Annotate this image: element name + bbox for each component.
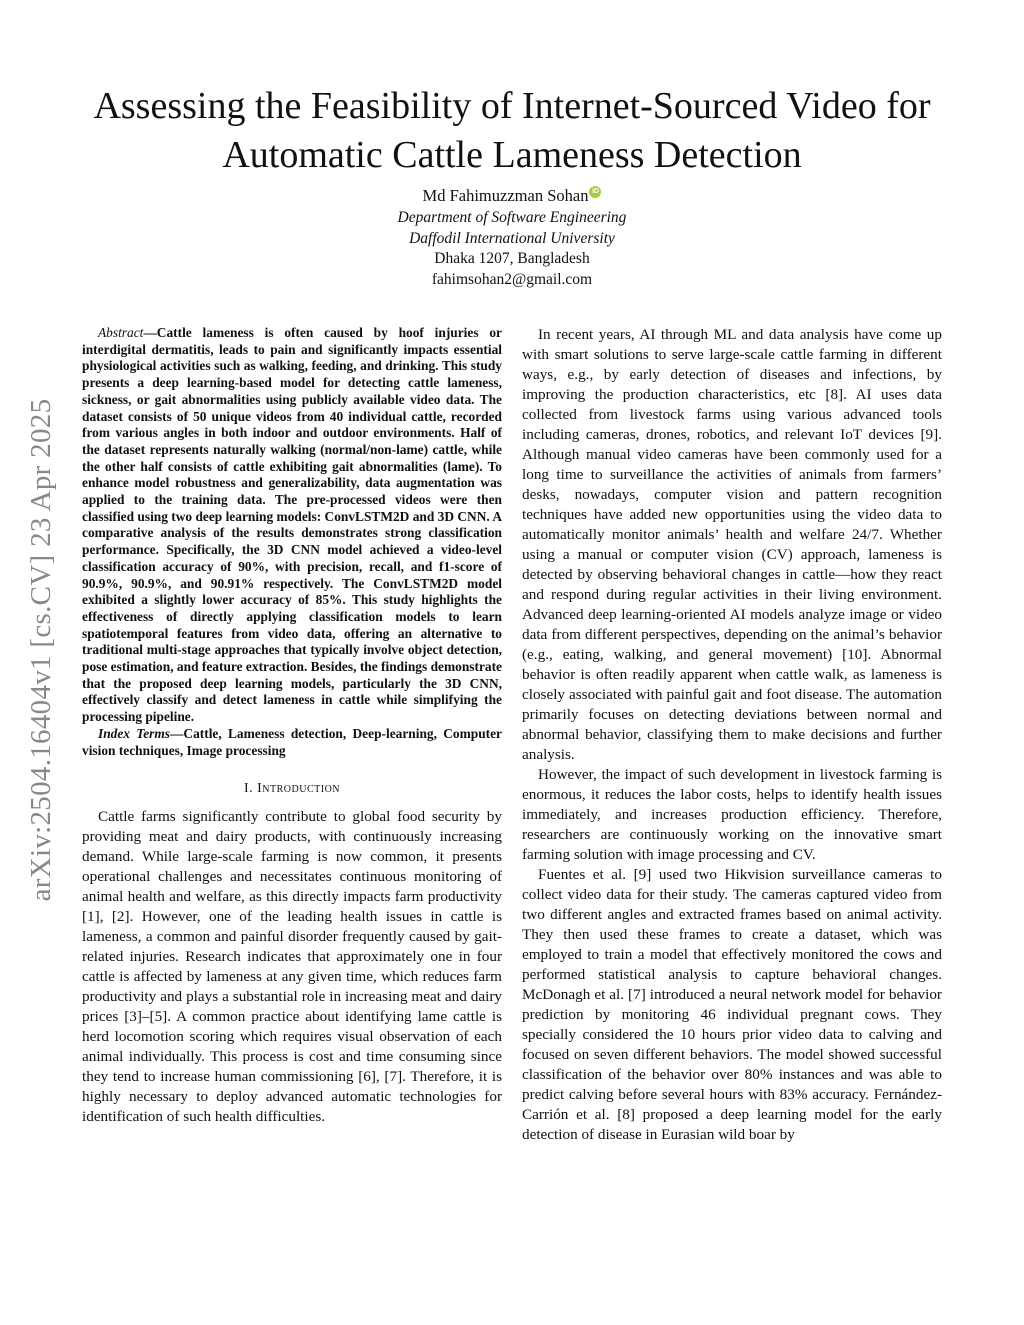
- body-paragraph: However, the impact of such development in livestock farming is enormous, it reduces the labor costs, helps to identify health issues immediately, and increases production efficiency. Therefore, researchers are continuously working on the innovative smart farming solution with image processing and CV.: [522, 766, 942, 863]
- author-university: Daffodil International University: [409, 229, 615, 247]
- author-department: Department of Software Engineering: [397, 208, 627, 226]
- abstract-label: Abstract: [98, 325, 144, 340]
- orcid-icon[interactable]: iD: [589, 186, 601, 198]
- right-column: [522, 325, 942, 1145]
- left-column: [82, 325, 502, 1127]
- author-name: Md Fahimuzzman Sohan: [422, 186, 589, 205]
- arxiv-stamp: arXiv:2504.16404v1 [cs.CV] 23 Apr 2025: [25, 398, 57, 902]
- body-paragraph: Cattle farms significantly contribute to global food security by providing meat and dairy products, with continuously increasing demand. While large-scale farming is now common, it presents operational challenges and necessitates continuous monitoring of animal health and welfare, as this directly impacts farm productivity [1], [2]. However, one of the leading health issues in cattle is lameness, a common and painful disorder frequently caused by gait-related injuries. Research indicates that approximately one in four cattle is affected by lameness at any given time, which reduces farm productivity and plays a substantial role in increasing meat and dairy prices [3]–[5]. A common practice about identifying lame cattle is herd locomotion scoring which requires visual observation of each animal individually. This process is cost and time consuming since they tend to increase human commissioning [6], [7]. Therefore, it is highly necessary to deploy advanced automatic technologies for identification of such health difficulties.: [82, 808, 502, 1126]
- index-terms-label: Index Terms: [98, 725, 171, 741]
- section-number: I.: [243, 781, 258, 797]
- abstract: [82, 325, 502, 726]
- author-block: [200, 186, 824, 291]
- paper-title: Assessing the Feasibility of Internet-Sourced Video for Automatic Cattle Lameness Detection: [93, 85, 931, 176]
- body-paragraph: Fuentes et al. [9] used two Hikvision surveillance cameras to collect video data for their study. The cameras captured video from two different angles and extracted frames based on animal activity. They then used these frames to create a dataset, which was employed to train a model that effectively monitored the cows and performed statistical analysis to capture behavioral changes. McDonagh et al. [7] introduced a neural network model for behavior prediction by monitoring 46 individual pregnant cows. They specially considered the 10 hours prior video data to calving and focused on seven different behaviors. The model showed successful classification of the behavior over 80% instances and was able to predict calving before several hours with 83% accuracy. Fernández-Carrión et al. [8] proposed a deep learning model for the early detection of disease in Eurasian wild boar by: [522, 866, 942, 1143]
- abstract-text: —Cattle lameness is often caused by hoof injuries or interdigital dermatitis, leads to pain and significantly impacts essential physiological activities such as walking, feeding, and drinking. This study presents a deep learning-based model for detecting cattle lameness, sickness, or gait abnormalities using publicly available video data. The dataset consists of 50 unique videos from 40 individual cattle, recorded from various angles in both indoor and outdoor environments. Half of the dataset represents naturally walking (normal/non-lame) cattle, while the other half consists of cattle exhibiting gait abnormalities (lame). To enhance model robustness and generalizability, data augmentation was applied to the training data. The pre-processed videos were then classified using two deep learning models: ConvLSTM2D and 3D CNN. A comparative analysis of the results demonstrates strong classification performance. Specifically, the 3D CNN model achieved a video-level classification accuracy of 90%, with precision, recall, and f1-score of 90.9%, 90.9%, and 90.91% respectively. The ConvLSTM2D model exhibited a slightly lower accuracy of 85%. This study highlights the effectiveness of directly applying classification models to learn spatiotemporal features from video data, offering an alternative to traditional multi-stage approaches that typically involve object detection, pose estimation, and feature extraction. Besides, the findings demonstrate that the proposed deep learning models, particularly the 3D CNN, effectively classify and detect lameness in cattle while simplifying the processing pipeline.: [82, 325, 502, 725]
- body-paragraph: In recent years, AI through ML and data analysis have come up with smart solutions to serve large-scale cattle farming in different ways, e.g., by early detection of diseases and infections, by improving the production characteristics, etc [8]. AI uses data collected from livestock farms using various advanced tools including cameras, drones, robotics, and relevant IoT devices [9]. Although manual video cameras have been commonly used for a long time to surveillance the activities of animals from farmers’ desks, nowadays, computer vision and pattern recognition techniques have added new opportunities using the video data to automatically monitor animals’ health and welfare 24/7. Whether using a manual or computer vision (CV) approach, lameness is detected by observing behavioral changes in cattle—how they react and respond during regular activities in their living environment. Advanced deep learning-oriented AI models analyze image or video data from different perspectives, depending on the animal’s behavior (e.g., eating, walking, and general movement) [10]. Abnormal behavior is often readily apparent when cattle walk, as lameness is closely associated with painful gait and foot disease. The automation primarily focuses on detecting deviations between normal and abnormal behavior, classifying them to make decisions and further analysis.: [522, 326, 942, 763]
- author-email: fahimsohan2@gmail.com: [431, 271, 593, 289]
- section-title: Introduction: [257, 781, 341, 797]
- section-heading: [82, 781, 502, 797]
- index-terms: [82, 726, 502, 759]
- index-terms-text: —Cattle, Lameness detection, Deep-learning, Computer vision techniques, Image processing: [82, 725, 502, 758]
- author-location: Dhaka 1207, Bangladesh: [434, 250, 590, 268]
